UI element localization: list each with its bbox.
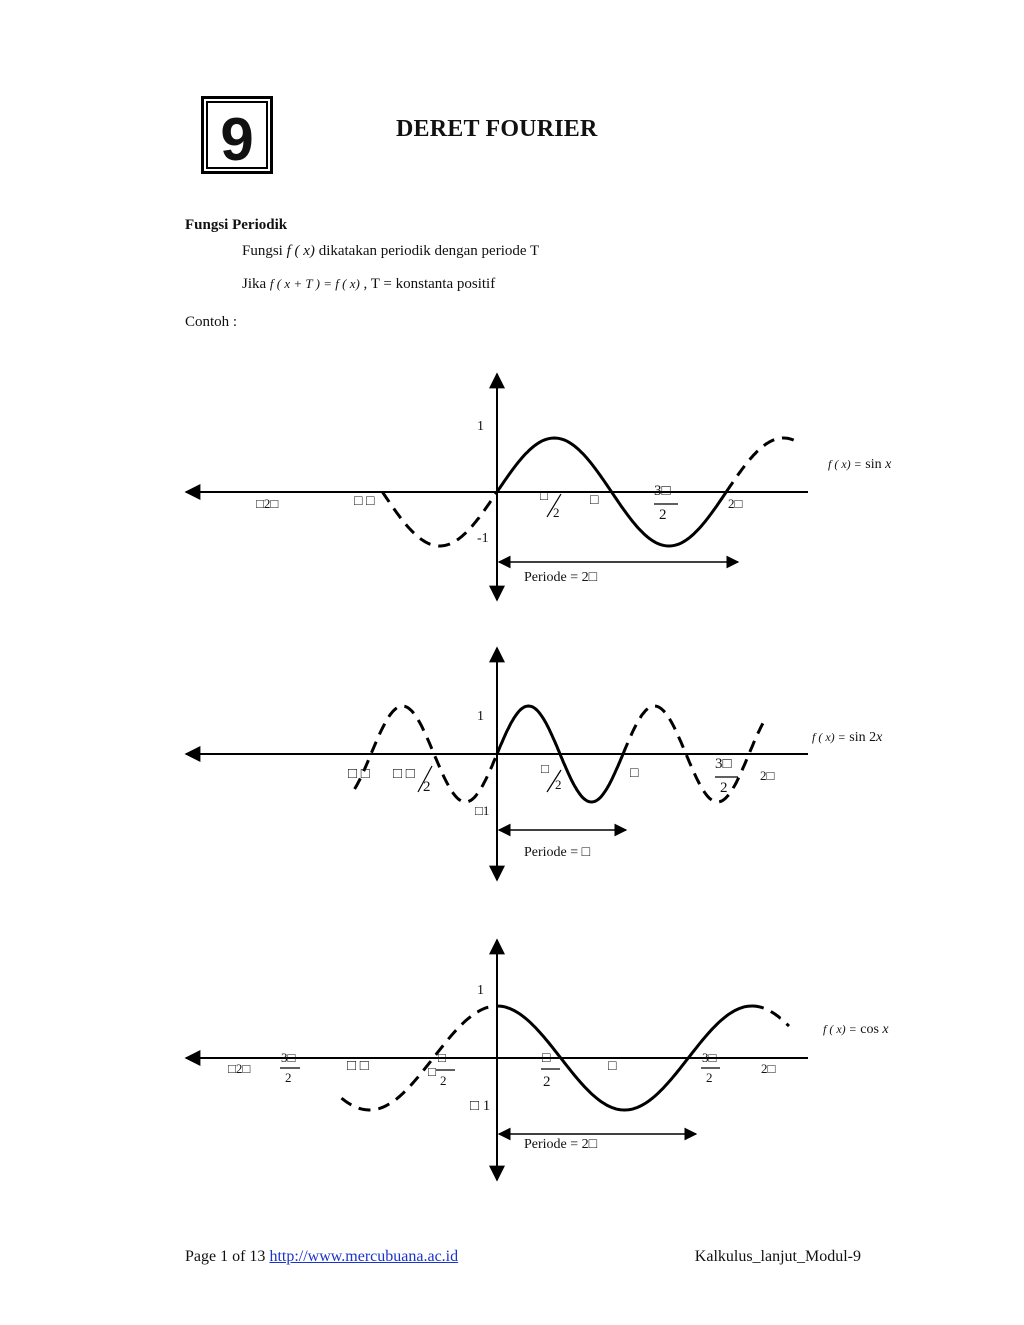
y-label-top: 1	[477, 419, 484, 434]
footer-website-link[interactable]: http://www.mercubuana.ac.id	[269, 1248, 459, 1265]
tick-label: □ □	[348, 766, 370, 782]
tick-label: 2	[543, 1074, 551, 1090]
function-label	[812, 730, 883, 745]
tick-label: 2	[555, 777, 562, 792]
y-label-top: 1	[477, 983, 484, 998]
tick-label: 2□	[728, 496, 743, 511]
page-title: DERET FOURIER	[396, 116, 598, 142]
tick-label: 2	[553, 505, 560, 520]
y-label-top: 1	[477, 709, 484, 724]
function-label	[823, 1022, 889, 1037]
period-label: Periode = 2□	[524, 570, 598, 585]
period-label: Periode = 2□	[524, 1137, 598, 1152]
tick-label: 2□	[760, 768, 775, 783]
y-label-bottom: □1	[475, 803, 490, 818]
tick-label: □	[438, 1050, 446, 1065]
tick-label: □ □	[393, 766, 415, 782]
graph-cos-x	[186, 940, 889, 1180]
tick-label: □	[590, 493, 599, 508]
graph-sin-2x	[186, 648, 883, 880]
footer-page-info	[185, 1248, 458, 1266]
curve-dashed	[726, 438, 801, 492]
function-label-var: x	[885, 457, 892, 472]
tick-label: □ □	[347, 1058, 369, 1074]
function-label-f: f ( x) =	[812, 730, 846, 744]
tick-label: 3□	[654, 483, 671, 499]
tick-label: □	[542, 1051, 551, 1066]
tick-label: 2	[706, 1070, 713, 1085]
tick-label: □2□	[256, 496, 279, 511]
tick-label: 3□	[715, 756, 732, 772]
section-heading: Fungsi Periodik	[185, 217, 288, 233]
tick-label: □	[428, 1064, 436, 1079]
tick-label: 2	[423, 779, 431, 795]
function-label-rest: sin 2	[845, 730, 877, 745]
footer-module-name: Kalkulus_lanjut_Modul-9	[694, 1248, 861, 1265]
page-number: Page 1 of 13	[185, 1248, 270, 1265]
tick-label: 2	[659, 507, 667, 523]
definition-suffix: dikatakan periodik dengan periode T	[314, 243, 540, 259]
function-label-f: f ( x) =	[823, 1022, 857, 1036]
function-label-var: x	[876, 730, 883, 745]
condition-suffix: , T = konstanta positif	[359, 276, 496, 292]
tick-label: 3□	[702, 1050, 717, 1065]
y-label-bottom: -1	[477, 531, 489, 546]
tick-label: □2□	[228, 1061, 251, 1076]
tick-label: 3□	[281, 1050, 296, 1065]
definition-prefix: Fungsi	[242, 243, 287, 259]
tick-label: □	[630, 766, 639, 781]
tick-label: □ □	[354, 494, 375, 509]
example-label: Contoh :	[185, 314, 238, 330]
curve-dashed	[752, 1006, 789, 1026]
function-label-rest: sin	[861, 457, 886, 472]
tick-label: □	[540, 488, 548, 503]
tick-label: 2	[285, 1070, 292, 1085]
function-label-f: f ( x) =	[828, 457, 862, 471]
definition-function: f ( x)	[286, 243, 315, 259]
chapter-number: 9	[220, 106, 254, 173]
condition-equation: f ( x + T ) = f ( x)	[269, 276, 360, 291]
function-label	[828, 457, 892, 472]
tick-label: 2□	[761, 1061, 776, 1076]
function-label-var: x	[882, 1022, 889, 1037]
tick-label: 2	[440, 1073, 447, 1088]
condition-prefix: Jika	[242, 276, 270, 292]
function-label-rest: cos	[856, 1022, 883, 1037]
tick-label: □	[541, 761, 549, 776]
graph-sin-x	[186, 374, 892, 600]
tick-label: 2	[720, 780, 728, 796]
tick-label: □	[608, 1059, 617, 1074]
y-label-bottom: □ 1	[470, 1098, 491, 1114]
period-label: Periode = □	[524, 845, 591, 860]
